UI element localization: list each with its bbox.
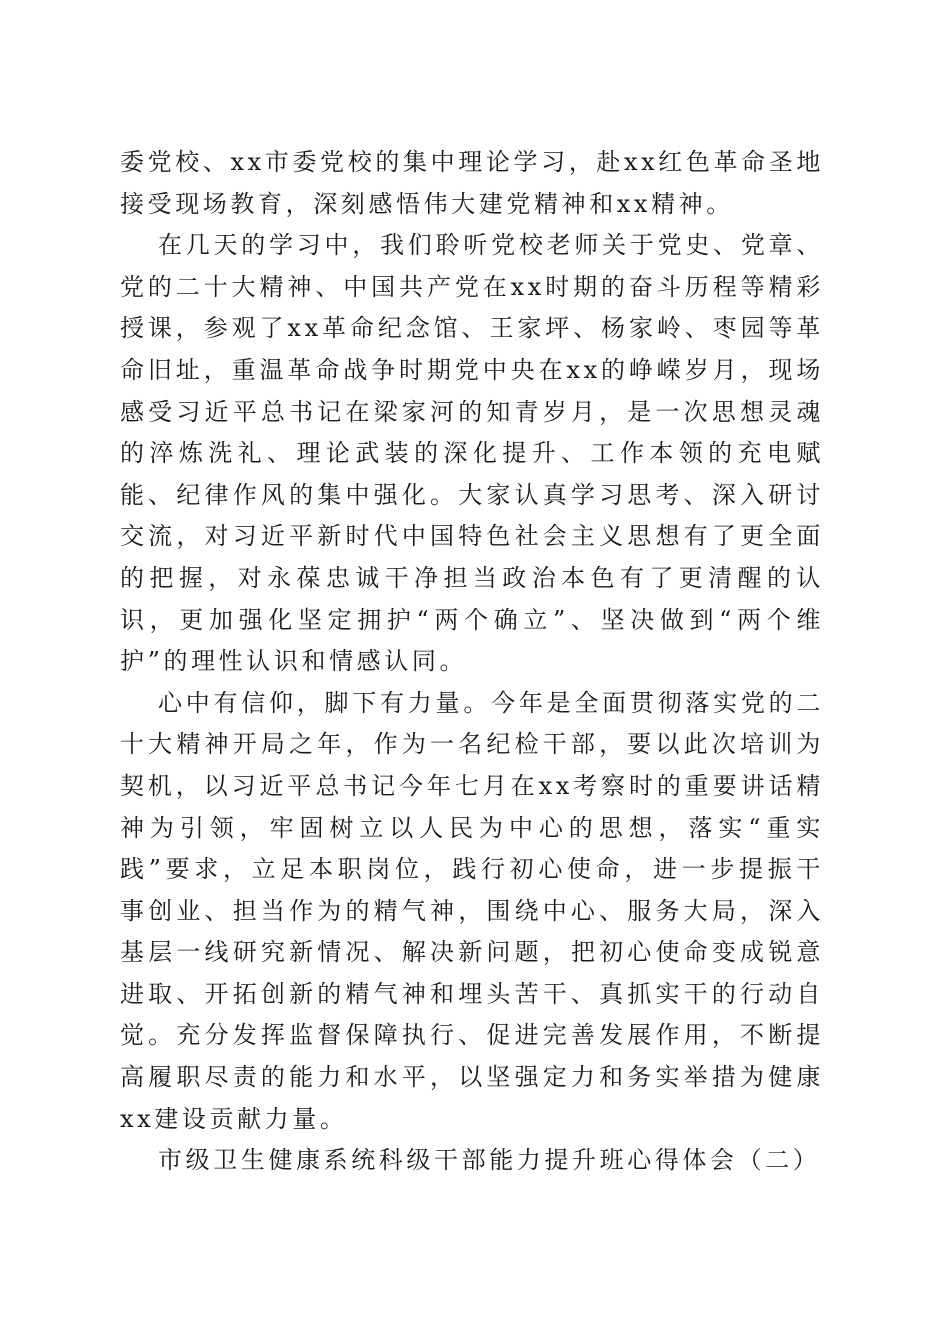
section-heading: 市级卫生健康系统科级干部能力提升班心得体会（二） [158, 1146, 821, 1175]
paragraph-continuation: 委党校、xx市委党校的集中理论学习，赴xx红色革命圣地接受现场教育，深刻感悟伟大建党精神和xx精神。 [120, 148, 824, 218]
paragraph-study-experience: 在几天的学习中，我们聆听党校老师关于党史、党章、党的二十大精神、中国共产党在xx时期的奋斗历程等精彩授课，参观了xx革命纪念馆、王家坪、杨家岭、枣园等革命旧址，重温革命战争时期党中央在xx的峥嵘岁月，现场感受习近平总书记在梁家河的知青岁月，是一次思想灵魂的淬炼洗礼、理论武装的深化提升、工作本领的充电赋能、纪律作风的集中强化。大家认真学习思考、深入研讨交流，对习近平新时代中国特色社会主义思想有了更全面的把握，对永葆忠诚干净担当政治本色有了更清醒的认识，更加强化坚定拥护“两个确立”、坚决做到“两个维护”的理性认识和情感认同。 [120, 231, 824, 676]
paragraph-belief-and-action: 心中有信仰，脚下有力量。今年是全面贯彻落实党的二十大精神开局之年，作为一名纪检干部，要以此次培训为契机，以习近平总书记今年七月在xx考察时的重要讲话精神为引领，牢固树立以人民为中心的思想，落实“重实践”要求，立足本职岗位，践行初心使命，进一步提振干事创业、担当作为的精气神，围绕中心、服务大局，深入基层一线研究新情况、解决新问题，把初心使命变成锐意进取、开拓创新的精气神和埋头苦干、真抓实干的行动自觉。充分发挥监督保障执行、促进完善发展作用，不断提高履职尽责的能力和水平，以坚强定力和务实举措为健康xx建设贡献力量。 [120, 688, 824, 1133]
document-page [120, 142, 824, 1182]
